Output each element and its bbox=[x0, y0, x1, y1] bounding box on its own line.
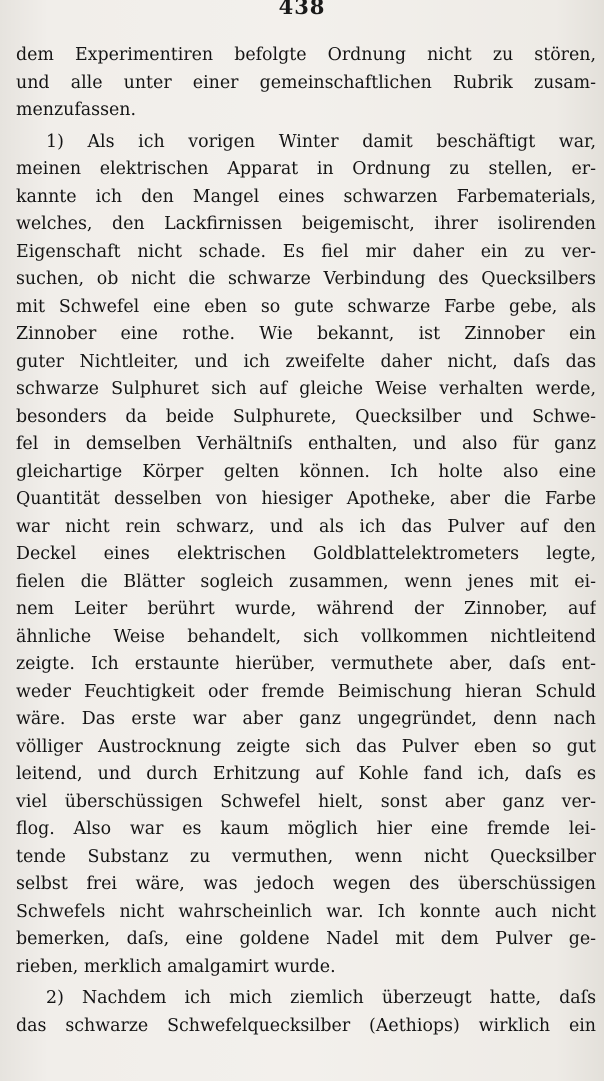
text-line: und alle unter einer gemeinschaftlichen Rubrik zusam- bbox=[16, 72, 596, 93]
text-line: das schwarze Schwefelquecksilber (Aethiops) wirklich ein bbox=[16, 1015, 596, 1036]
text-line: guter Nichtleiter, und ich zweifelte daher nicht, daſs das bbox=[16, 351, 596, 372]
text-line: fel in demselben Verhältniſs enthalten, und also für ganz bbox=[16, 434, 596, 454]
paragraph-2 bbox=[16, 985, 596, 1040]
text-line: suchen, ob nicht die schwarze Verbindung des Quecksilbers bbox=[16, 269, 596, 289]
text-line: nem Leiter berührt wurde, während der Zinnober, auf bbox=[16, 599, 596, 619]
page-number: 438 bbox=[278, 0, 326, 19]
text-line: Deckel eines elektrischen Goldblattelektrometers legte, bbox=[16, 544, 596, 564]
text-line: Zinnober eine rothe. Wie bekannt, ist Zinnober ein bbox=[16, 324, 596, 344]
text-line: war nicht rein schwarz, und als ich das Pulver auf den bbox=[16, 516, 596, 537]
text-line: zeigte. Ich erstaunte hierüber, vermuthete aber, daſs ent- bbox=[16, 654, 596, 674]
text-line: leitend, und durch Erhitzung auf Kohle fand ich, daſs es bbox=[16, 764, 596, 784]
text-line: 1) Als ich vorigen Winter damit beschäftigt war, bbox=[46, 131, 596, 152]
body-text bbox=[16, 42, 596, 1040]
text-line: weder Feuchtigkeit oder fremde Beimischung hieran Schuld bbox=[16, 681, 596, 702]
text-line: 2) Nachdem ich mich ziemlich überzeugt hatte, daſs bbox=[46, 988, 596, 1008]
text-line: Schwefels nicht wahrscheinlich war. Ich konnte auch nicht bbox=[16, 901, 596, 922]
text-line: bemerken, daſs, eine goldene Nadel mit dem Pulver ge- bbox=[16, 929, 596, 949]
text-line: schwarze Sulphuret sich auf gleiche Weise verhalten werde, bbox=[16, 379, 596, 399]
text-line: flog. Also war es kaum möglich hier eine fremde lei- bbox=[16, 819, 596, 839]
paragraph-intro bbox=[16, 42, 596, 125]
text-line: rieben, merklich amalgamirt wurde. bbox=[16, 956, 336, 977]
text-line: tende Substanz zu vermuthen, wenn nicht Quecksilber bbox=[16, 846, 596, 867]
text-line: mit Schwefel eine eben so gute schwarze Farbe gebe, als bbox=[16, 296, 596, 317]
text-line: dem Experimentiren befolgte Ordnung nicht zu stören, bbox=[16, 45, 596, 65]
text-line: viel überschüssigen Schwefel hielt, sonst aber ganz ver- bbox=[16, 791, 596, 812]
paragraph-1 bbox=[16, 129, 596, 982]
text-line: menzufassen. bbox=[16, 100, 137, 120]
text-line: wäre. Das erste war aber ganz ungegründet, denn nach bbox=[16, 709, 596, 729]
text-line: besonders da beide Sulphurete, Quecksilber und Schwe- bbox=[16, 406, 596, 427]
text-line: welches, den Lackfirnissen beigemischt, ihrer isolirenden bbox=[16, 214, 596, 234]
text-line: gleichartige Körper gelten können. Ich holte also eine bbox=[16, 461, 596, 482]
text-line: Eigenschaft nicht schade. Es fiel mir daher ein zu ver- bbox=[16, 241, 596, 262]
text-line: kannte ich den Mangel eines schwarzen Farbematerials, bbox=[16, 186, 596, 207]
text-line: ähnliche Weise behandelt, sich vollkommen nichtleitend bbox=[16, 626, 596, 647]
text-line: fielen die Blätter sogleich zusammen, wenn jenes mit ei- bbox=[16, 571, 596, 592]
text-line: selbst frei wäre, was jedoch wegen des überschüssigen bbox=[16, 874, 596, 894]
text-line: völliger Austrocknung zeigte sich das Pulver eben so gut bbox=[16, 736, 596, 757]
text-line: meinen elektrischen Apparat in Ordnung zu stellen, er- bbox=[16, 159, 596, 179]
text-line: Quantität desselben von hiesiger Apotheke, aber die Farbe bbox=[16, 489, 596, 509]
